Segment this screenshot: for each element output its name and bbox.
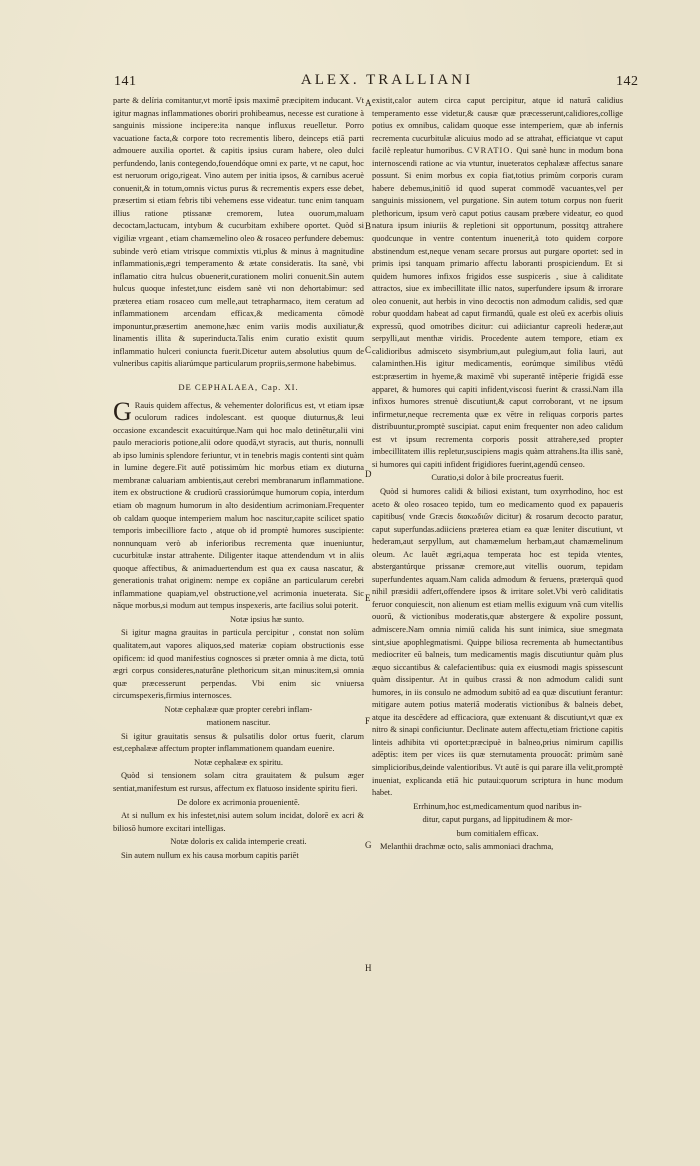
side-note: ditur, caput purgans, ad lippitudinem & mor-: [422, 815, 573, 825]
side-note: bum comitialem efficax.: [456, 828, 539, 838]
right-paragraph: [372, 95, 623, 471]
right-paragraph: Quòd si humores calidi & biliosi existant, tum oxyrrhodino, hoc est aceto & oleo rosaceo tepido, tum eo medicamento quod ex papaueris capitibus( vnde Græcis διακωδιῶν dicitur) & rosarum decocto paratur, caput superfundas.adiiciens præterea etiam ea quæ leniter discutiunt, vt hederam,aut serpyllum, aut chamæmelum herbam,aut chamæmelinum oleum. Ac lauēt ægri,aqua temperata hoc est tepida vtentes, abstergantúrque prissanæ cremore,aut vitellis ouorum, tepidam superfundentes aquam.Nam calida admodum & feruens, præterquā quod nihil præsidii adfert,offendere ipsos & irritare solet.Vbi verò caliditatis feruor conquiescit, non alienum est etiam mellis exiguum vnā cum vitellis ouorū, & victionibus moderatis,quæ abstergere & expolire possunt, admiscere.Nam omnia nimiū calida his sunt inimica, siue smegmata sint,siue apophlegmatismi. Quippe biliosa recrementa ab humectantibus mediocriter eū balneis, tum medicamentis magis discutiuntur quàm plus æquo siccantibus & calefacientibus: quia ex eiusmodi magis spissescunt quàm dissipentur. At in quibus crassi & non admodum calidi sunt humores, in iis consulo ne admodum subitō ad ea quæ discutiunt ferantur: mitigare autem potius materiā moderatis victionibus & balneis debet, atque ita descēdere ad efficaciora, quæ extenuant & discutiunt,vt quæ ex nitro & sinapi conficiuntur. Declinate autem affectu,etiam frictione capitis linteis adhibita vti oportet:præcipuè in balneo,prius nimirum capillis adēptis: item per vices iis quæ sternutamenta prouocāt: primùm sanè simplicioribus,deinde valentioribus. Vt autē is qui parare illa velit,promptè inueniat, explicanda etiā hic putaui:quorum scriptura in hunc modum habet.: [372, 486, 623, 798]
drop-cap: G: [113, 396, 132, 426]
margin-letter-g: G: [365, 840, 372, 850]
right-page-number: 142: [616, 74, 639, 89]
side-note: Notæ doloris ex calida intemperie creati.: [170, 837, 307, 847]
running-title: ALEX. TRALLIANI: [300, 72, 474, 88]
margin-letter-f: F: [365, 716, 371, 726]
left-paragraph: Si igitur grauitatis sensus & pulsatilis dolor ortus fuerit, clarum est,cephalææ affectum propter inflammationem quandam euenire.: [113, 731, 364, 754]
margin-letter-e: E: [365, 593, 371, 603]
right-column: [372, 95, 623, 1100]
right-paragraph: Melanthii drachmæ octo, salis ammoniaci drachma,: [380, 842, 554, 852]
side-note: mationem nascitur.: [206, 718, 271, 728]
left-paragraph-text: Rauis quidem affectus, & vehementer dolorificus est, vt etiam ipsæ oculorum radices indolescant. est quoque diuturnus,& leui occasione excandescit exacuitúrque.Nam qui hoc malo detinētur,alii vini paulo meracioris potione,alii odore quodā,vt styracis, aut thuris, nonnulli ab ipso luminis splendore feriuntur, vt in tenebris magis contenti sint quàm in lumine degere.Fit autē potissimùm hic morbus etiam ex diuturna membranæ caluariam ambientis,aut cerebri membranarum inflammatione. item ex obstructione & crudiorū crassiorúmque humorum copia, interdum etiam ob magnum humorum in alto desidentium acrimoniam.Frequenter ob caldam quoque intemperiem malum hoc nascitur,capite scilicet spatio temporis imbecilliore facto , atque ob id promptè humores suscipiente: nonnunquam verò ab inferioribus recrementa quæ inueniuntur, cucurbitulæ instar attrahente. Diligenter itaque attendendum vt in aliis quoque affectibus, & animaduertendum est qua ex causa nascatur, & generationis trahat originem: nempe ex copiâne an particularum cerebri inflammatione quapiam,vel obstructione,vel acrimonia inueterata. Sic nāque morbus,si modum aut tempus inspexeris, arte facilius solui poterit.: [113, 400, 364, 611]
margin-letter-b: B: [365, 221, 372, 231]
margin-letter-h: H: [365, 963, 372, 973]
side-note: Notæ cephalææ quæ propter cerebri inflam-: [164, 704, 313, 714]
side-note: Notæ cephalææ ex spiritu.: [194, 757, 283, 767]
left-paragraph: Si igitur magna grauitas in particula percipitur , constat non solùm qualitatem,aut vapores aliquos,sed materiæ copiam obstructionis esse opificem: id quod manifestius cognosces si præter omnia à me dicta, totū ægri corpus consideres,naturâne plethoricum sit,an minus:item,si omnia quæ præcesserunt perpendas. Vbi enim sic vniuersa circumspexeris,firmius internosces.: [113, 628, 364, 701]
margin-letter-a: A: [365, 98, 372, 108]
right-paragraph-text: existit,calor autem circa caput percipitur, atque id naturā calidius temperamento esse videtur,& causæ quæ præcesserunt,calidiores,collige potius ex omnibus, calidam quoque esse intemperiem, quæ ab infernis recrementa cucurbitulæ alicuius modo ad se attrahat, efficiatque vt caput facilè repleatur humoribus.: [372, 96, 623, 156]
margin-letter-d: D: [365, 469, 372, 479]
section-heading: DE CEPHALAEA, Cap. XI.: [178, 382, 299, 393]
left-paragraph: [113, 396, 364, 613]
side-note: Errhinum,hoc est,medicamentum quod naribus in-: [413, 801, 582, 811]
left-column: [113, 95, 364, 1095]
margin-letter-c: C: [365, 345, 372, 355]
left-page-number: 141: [114, 74, 137, 89]
left-paragraph: parte & delíria comitantur,vt mortē ipsis maximē præcipitem inducant. Vt igitur magnas inflammationes oboriri prohibeamus, necesse est curatione à sanguinis missione incipere:ita nanque influxus reuelletur. Porro vacuatione facta,& corpore toto recrementis libero, deinceps etiā parti admouere auxilia oportet. & capitis ipsius curam habere, oleo dulci perfundendo, lanis contegendo,fouendóque omni ex parte, vt ne caput, hoc est neruorum origo,rigeat. Vino autem per initia ipsos, & carnibus aceruè conuenit,& in totum,omnis victus purus & recrementis expers esse debet, præsertim si etiam febris tibi vehemens esse videatur. tunc enim tanquam illius ratione ptissanæ cremorem, lutea ouorum,maluam decoctam,lactucam, intybum & cucurbitam exhibere oportet. Quòd si vigiliæ vrgeant , etiam chamæmelino oleo & rosaceo perfundere debemus: subinde verò etiam vtrisque commixtis vti,plus & minus à magnitudine inflammationis,ægri temperamento & ætate consideratis. Ita sanè, vbi inflamatio citra hulcus obuenerit,curationem moliri conuenit.Sin autem hulcus quoque infestet,tunc eisdem sanè vti non dehortabimur: sed præterea etiam rosaceo cum melle,aut tetrapharmaco, item ceratum ad inflammationem arcendam efficax,& medicamenta cōmodè imponuntur,præsertim anemone,hæc enim variis modis auxiliatur,& linamentis illita & superinducta.Talis enim curatio existit quum inflammatio hulceri coniuncta fuerit.Dicetur autem absolutius quum de vulneribus capitis aliarúmque particularum propriis,sermone habebimus.: [113, 96, 364, 369]
side-note: De dolore ex acrimonia prouenientē.: [177, 797, 300, 807]
left-paragraph: Sin autem nullum ex his causa morbum capitis pariēt: [121, 850, 299, 860]
right-paragraph-text: Qui sanè hunc in modum bona internoscendi ratione ac via vtuntur, inueteratos cephalææ affectus sanare possunt. Si enim morbus ex copia fiat,totius primùm corporis curam habere debemus,initiō id quod superat commodē vacuantes,vel per sanguinis missionem, vel purgatione. Sin autem totum corpus non fuerit plethoricum, ipsum verò caput potius causam præbere videatur, eo quod natura ipsum iniuriis & repletioni sit opportunum, possitqȝ attrahere quodcunque in ventre contentum inuenerit,à toto quidem corpore abstinendum est,neque venam secare prorsus aut purgare oportet: sed in primis ipsi tanquam primario affectu laboranti prospiciendum. Et si quidem humores infixos frigidos esse suspiceris , siue à caliditate attractos, siue ex imbecillitate illic natos, superfundere ipsum & irrorare oleo conuenit, aut herbis in vino decoctis non admodum calidis, sed quæ robur quoddam habeat ad caput firmandū, quale est oleū ex acerbis oliuis expressū, quod omotribes dicitur: cui adiiciantur capreoli hederæ,aut serpylli,aut menthæ viridis. Procedente autem tempore, etiam ex calidioribus admisceto sisymbrium,aut pulegium,aut folia lauri, aut calaminthen.His igitur medicamentis, eorúmque similibus vtēdū est:præsertim in hyeme,& maximē vbi superantē intēperie frigidā esse apparet, & humores qui capiti infident,viscosi fuerint & crassi.Nam illa infixos humores strenuè discutiunt,& caput corroborant, vt ne ipsum infirmetur,neque recrementa quæ ex vētre in reliquas corporis partes distribuuntur,promptè suscipiat. caput enim frequenter non adeo calidum est vt ipsum recrementa corporis possit attrahere,sed propter imbecillitatem illis repletur,suscipiens magis quàm attrahens.Ita illis sanè, si humores qui capiti infident frigidiores fuerint,agendū censeo.: [372, 146, 623, 469]
side-note: Notæ ipsius hæ sunto.: [230, 614, 304, 624]
side-note: Curatio,si dolor à bile procreatus fuerit.: [431, 473, 564, 483]
curatio-label: CVRATIO.: [467, 146, 514, 156]
left-paragraph: Quòd si tensionem solam citra grauitatem & pulsum æger sentiat,manifestum est rursus, affectum ex flatuoso insidente spiritu fieri.: [113, 771, 364, 793]
left-paragraph: At si nullum ex his infestet,nisi autem solum incidat, dolorē ex acri & biliosō humore excitari intelligas.: [113, 811, 364, 833]
